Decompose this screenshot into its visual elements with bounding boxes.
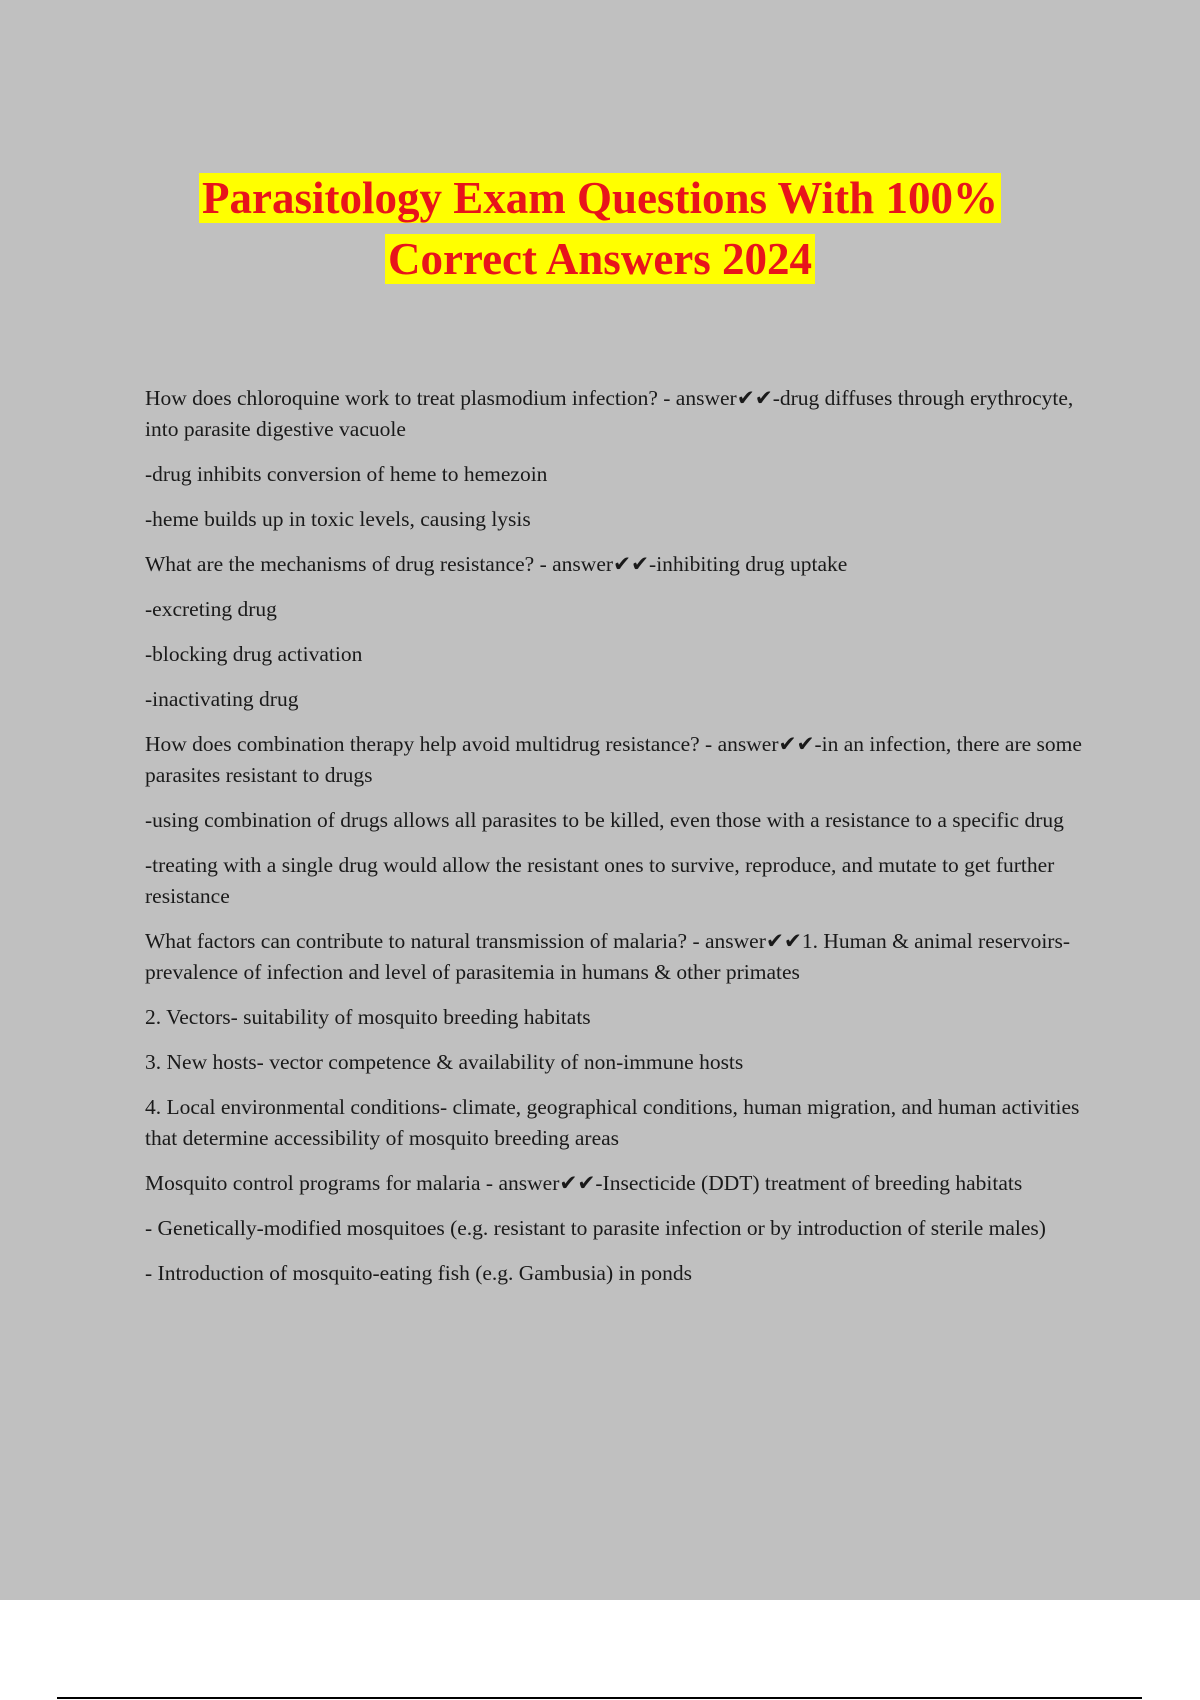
answer-paragraph: -inactivating drug xyxy=(145,687,299,711)
document-title xyxy=(0,168,1200,290)
question-paragraph: What are the mechanisms of drug resistance? - answer✔✔-inhibiting drug uptake xyxy=(145,552,848,576)
answer-paragraph: -using combination of drugs allows all parasites to be killed, even those with a resistance to a specific drug xyxy=(145,808,1064,832)
qa-item-drug-resistance xyxy=(145,549,1095,715)
question-paragraph: What factors can contribute to natural transmission of malaria? - answer✔✔1. Human & animal reservoirs- prevalence of infection and level of parasitemia in humans & other primates xyxy=(145,929,1070,984)
answer-paragraph: 4. Local environmental conditions- climate, geographical conditions, human migration, and human activities that determine accessibility of mosquito breeding areas xyxy=(145,1095,1080,1150)
question-paragraph: How does combination therapy help avoid multidrug resistance? - answer✔✔-in an infection, there are some parasites resistant to drugs xyxy=(145,732,1082,787)
answer-paragraph: 3. New hosts- vector competence & availability of non-immune hosts xyxy=(145,1050,744,1074)
title-line-2: Correct Answers 2024 xyxy=(0,229,1200,290)
qa-item-malaria-transmission xyxy=(145,926,1095,1154)
answer-paragraph: - Introduction of mosquito-eating fish (e.g. Gambusia) in ponds xyxy=(145,1261,692,1285)
qa-item-mosquito-control xyxy=(145,1168,1095,1289)
answer-paragraph: -drug inhibits conversion of heme to hemezoin xyxy=(145,462,548,486)
answer-paragraph: -treating with a single drug would allow the resistant ones to survive, reproduce, and mutate to get further resistance xyxy=(145,853,1055,908)
qa-item-combination-therapy xyxy=(145,729,1095,912)
answer-paragraph: -heme builds up in toxic levels, causing lysis xyxy=(145,507,531,531)
question-paragraph: Mosquito control programs for malaria - answer✔✔-Insecticide (DDT) treatment of breeding habitats xyxy=(145,1171,1023,1195)
title-line-1: Parasitology Exam Questions With 100% xyxy=(0,168,1200,229)
answer-paragraph: -blocking drug activation xyxy=(145,642,363,666)
qa-content xyxy=(145,383,1095,1303)
answer-paragraph: -excreting drug xyxy=(145,597,277,621)
answer-paragraph: - Genetically-modified mosquitoes (e.g. resistant to parasite infection or by introduction of sterile males) xyxy=(145,1216,1046,1240)
answer-paragraph: 2. Vectors- suitability of mosquito breeding habitats xyxy=(145,1005,591,1029)
qa-item-chloroquine xyxy=(145,383,1095,535)
footer-divider xyxy=(57,1697,1142,1699)
question-paragraph: How does chloroquine work to treat plasmodium infection? - answer✔✔-drug diffuses through erythrocyte, into parasite digestive vacuole xyxy=(145,386,1074,441)
